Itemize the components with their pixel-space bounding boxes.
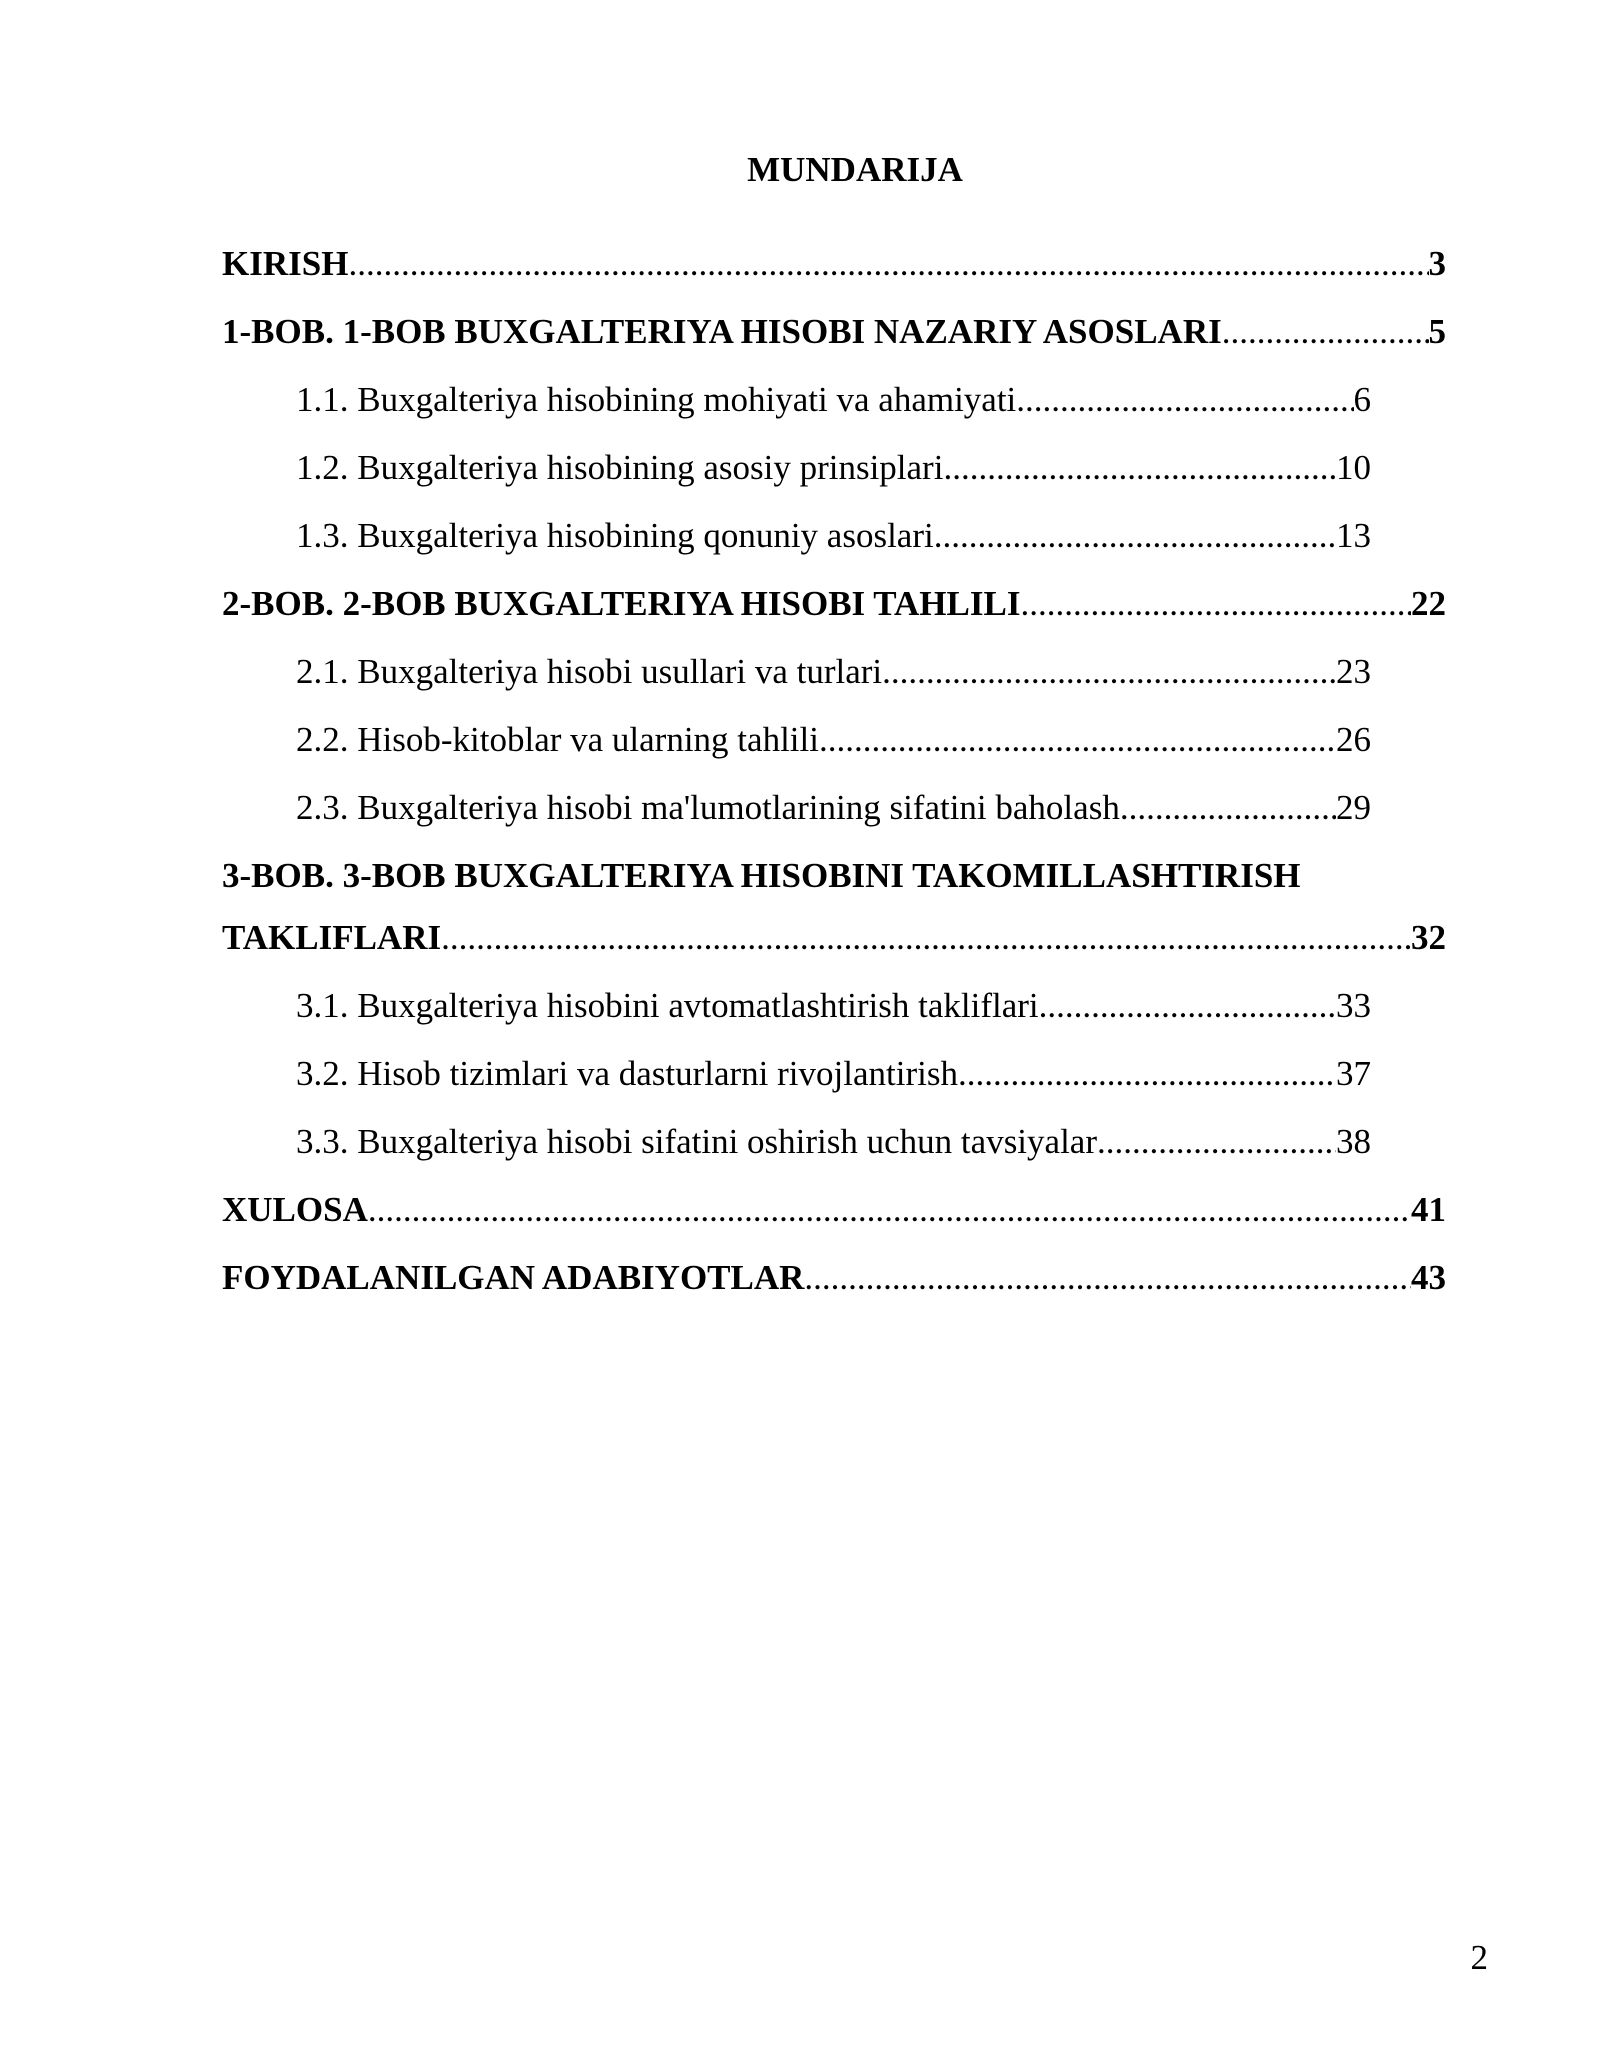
toc-entry-title: FOYDALANILGAN ADABIYOTLAR: [222, 1258, 805, 1297]
page-number: 2: [1470, 1938, 1488, 1977]
toc-entry-title: 2.2. Hisob-kitoblar va ularning tahlili: [296, 720, 819, 759]
toc-entry-title-line2: TAKLIFLARI: [222, 918, 442, 957]
toc-page-number: 3: [1428, 244, 1446, 283]
toc-page-number: 26: [1336, 720, 1371, 759]
toc-dot-leader: [368, 1186, 1411, 1234]
toc-page-number: 43: [1411, 1258, 1446, 1297]
toc-entry-title: 3.1. Buxgalteriya hisobini avtomatlashtirish takliflari: [296, 986, 1039, 1025]
toc-entry-title: XULOSA: [222, 1190, 368, 1229]
toc-entry-title: 2.1. Buxgalteriya hisobi usullari va turlari: [296, 652, 883, 691]
toc-entry-chapter-3[interactable]: [222, 852, 1446, 962]
toc-entry-section-2-2[interactable]: [296, 716, 1371, 764]
toc-entry-chapter-1[interactable]: [222, 308, 1446, 356]
toc-entry-section-3-1[interactable]: [296, 982, 1371, 1030]
toc-page-number: 33: [1336, 986, 1371, 1025]
toc-entry-section-1-2[interactable]: [296, 444, 1371, 492]
toc-dot-leader: [441, 914, 1411, 962]
toc-dot-leader: [804, 1254, 1411, 1302]
toc-page-number: 38: [1336, 1122, 1371, 1161]
toc-entry-title-line1: 3-BOB. 3-BOB BUXGALTERIYA HISOBINI TAKOMILLASHTIRISH: [222, 856, 1301, 895]
toc-dot-leader: [819, 716, 1336, 764]
toc-entry-title: KIRISH: [222, 244, 349, 283]
toc-entry-section-3-2[interactable]: [296, 1050, 1371, 1098]
toc-dot-leader: [882, 648, 1336, 696]
toc-entry-title: 1.2. Buxgalteriya hisobining asosiy prinsiplari: [296, 448, 944, 487]
toc-page-number: 22: [1411, 584, 1446, 623]
toc-dot-leader: [1222, 308, 1429, 356]
toc-page-number: 13: [1336, 516, 1371, 555]
toc-dot-leader: [348, 240, 1428, 288]
toc-entry-xulosa[interactable]: [222, 1186, 1446, 1234]
toc-page-number: 6: [1353, 380, 1371, 419]
toc-page-number: 29: [1336, 788, 1371, 827]
toc-dot-leader: [1020, 580, 1411, 628]
toc-entry-title: 3.3. Buxgalteriya hisobi sifatini oshirish uchun tavsiyalar: [296, 1122, 1097, 1161]
toc-entry-section-1-1[interactable]: [296, 376, 1371, 424]
toc-page-number: 23: [1336, 652, 1371, 691]
toc-entry-title: 1.3. Buxgalteriya hisobining qonuniy asoslari: [296, 516, 934, 555]
toc-page-number: 41: [1411, 1190, 1446, 1229]
toc-entry-section-3-3[interactable]: [296, 1118, 1371, 1166]
toc-entry-title: 2-BOB. 2-BOB BUXGALTERIYA HISOBI TAHLILI: [222, 584, 1021, 623]
toc-page-number: 37: [1336, 1054, 1371, 1093]
toc-dot-leader: [1039, 982, 1336, 1030]
toc-page-number: 5: [1428, 312, 1446, 351]
toc-dot-leader: [934, 512, 1336, 560]
toc-entry-title: 1.1. Buxgalteriya hisobining mohiyati va ahamiyati: [296, 380, 1017, 419]
toc-entry-kirish[interactable]: [222, 240, 1446, 288]
toc-entry-title: 3.2. Hisob tizimlari va dasturlarni rivojlantirish: [296, 1054, 958, 1093]
page-title: MUNDARIJA: [747, 150, 963, 189]
toc-dot-leader: [1120, 784, 1336, 832]
toc-entry-section-2-3[interactable]: [296, 784, 1371, 832]
toc-page-number: 10: [1336, 448, 1371, 487]
toc-entry-section-1-3[interactable]: [296, 512, 1371, 560]
toc-dot-leader: [943, 444, 1336, 492]
toc-dot-leader: [958, 1050, 1336, 1098]
toc-entry-chapter-2[interactable]: [222, 580, 1446, 628]
toc-dot-leader: [1016, 376, 1353, 424]
toc-entry-references[interactable]: [222, 1254, 1446, 1302]
toc-page-number: 32: [1411, 918, 1446, 957]
toc-entry-title: 1-BOB. 1-BOB BUXGALTERIYA HISOBI NAZARIY ASOSLARI: [222, 312, 1222, 351]
toc-dot-leader: [1097, 1118, 1336, 1166]
toc-entry-section-2-1[interactable]: [296, 648, 1371, 696]
toc-entry-title: 2.3. Buxgalteriya hisobi ma'lumotlarining sifatini baholash: [296, 788, 1120, 827]
